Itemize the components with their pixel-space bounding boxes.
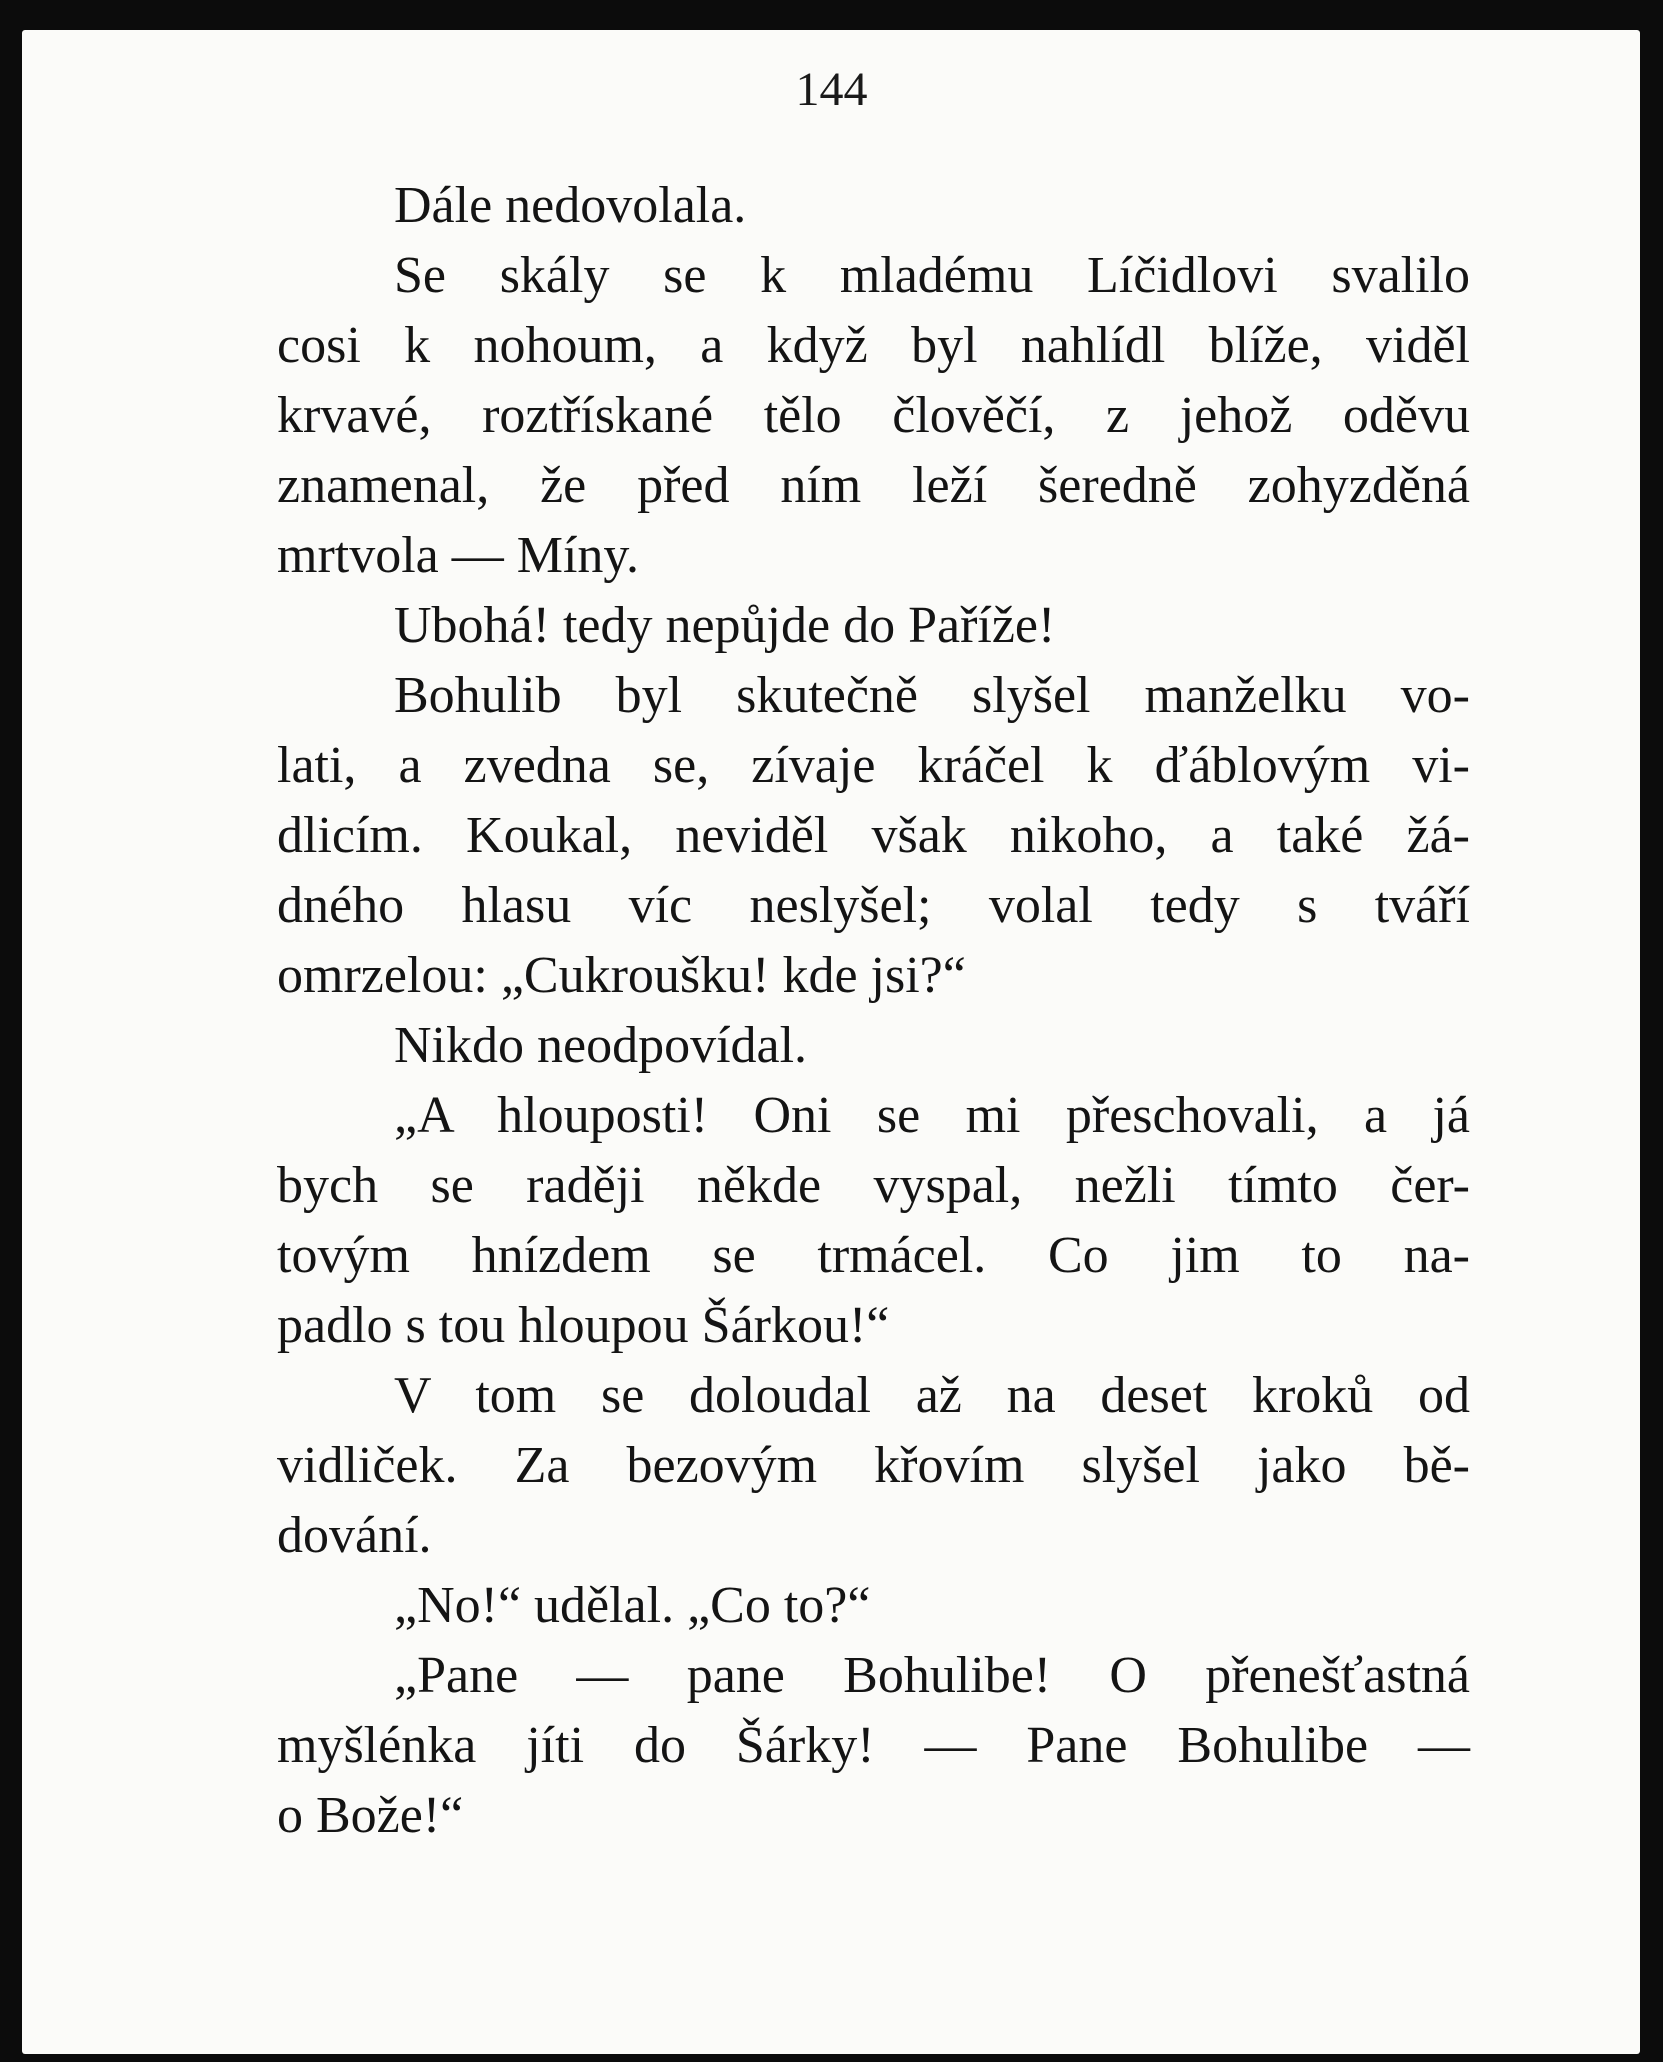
text-line: myšlénka jíti do Šárky! — Pane Bohulibe — — [277, 1717, 1470, 1774]
text-line: vidliček. Za bezovým křovím slyšel jako bě- — [277, 1437, 1470, 1494]
page-number: 144 — [795, 63, 868, 116]
text-line: Se skály se k mladému Líčidlovi svalilo — [394, 247, 1470, 304]
text-line: padlo s tou hloupou Šárkou!“ — [277, 1297, 890, 1354]
text-line: Ubohá! tedy nepůjde do Paříže! — [394, 597, 1056, 654]
text-line: Nikdo neodpovídal. — [394, 1017, 808, 1074]
text-line: „A hlouposti! Oni se mi přeschovali, a já — [394, 1087, 1470, 1144]
text-line: V tom se doloudal až na deset kroků od — [394, 1367, 1470, 1424]
text-line: o Bože!“ — [277, 1787, 464, 1844]
text-line: lati, a zvedna se, zívaje kráčel k ďáblovým vi- — [277, 737, 1470, 794]
text-line: Bohulib byl skutečně slyšel manželku vo- — [394, 667, 1470, 724]
text-line: krvavé, roztřískané tělo člověčí, z jehož oděvu — [277, 387, 1470, 444]
text-line: bych se raději někde vyspal, nežli tímto čer- — [277, 1157, 1470, 1214]
text-line: mrtvola — Míny. — [277, 527, 640, 584]
text-line: znamenal, že před ním leží šeredně zohyzděná — [277, 457, 1470, 514]
text-line: „No!“ udělal. „Co to?“ — [394, 1577, 871, 1634]
text-line: „Pane — pane Bohulibe! O přenešťastná — [394, 1647, 1470, 1704]
text-line: omrzelou: „Cukroušku! kde jsi?“ — [277, 947, 966, 1004]
text-line: tovým hnízdem se trmácel. Co jim to na- — [277, 1227, 1470, 1284]
text-line: dného hlasu víc neslyšel; volal tedy s tváří — [277, 877, 1470, 934]
scan-edge — [1649, 0, 1663, 2062]
text-line: Dále nedovolala. — [394, 177, 747, 234]
text-line: cosi k nohoum, a když byl nahlídl blíže, viděl — [277, 317, 1470, 374]
text-line: dlicím. Koukal, neviděl však nikoho, a také žá- — [277, 807, 1470, 864]
text-line: dování. — [277, 1507, 432, 1564]
